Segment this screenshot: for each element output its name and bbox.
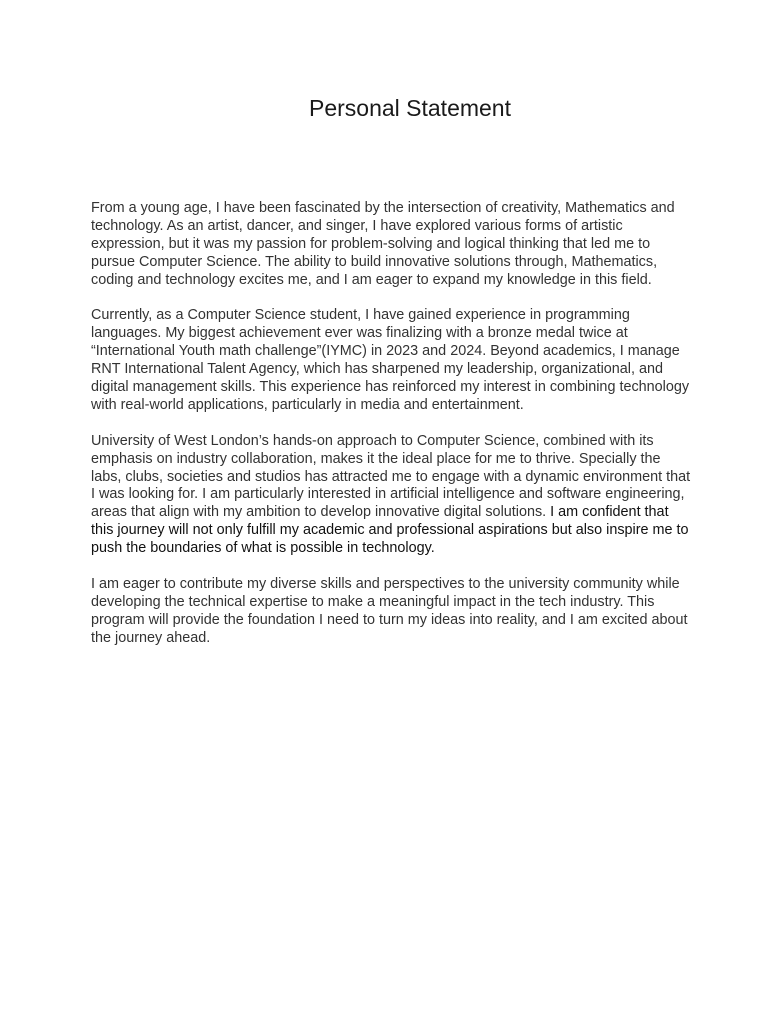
- paragraph-conclusion: [91, 576, 691, 648]
- paragraph-experience-text: Currently, as a Computer Science student, I have gained experience in programming languages. My biggest achievement ever was finalizing with a bronze medal twice at “International Youth math challenge”(IYMC) in 2023 and 2024. Beyond academics, I manage RNT International Talent Agency, which has sharpened my leadership, organizational, and digital management skills. This experience has reinforced my interest in combining technology with real-world applications, particularly in media and entertainment.: [91, 307, 690, 413]
- paragraph-intro: [91, 200, 691, 290]
- paragraph-conclusion-text: I am eager to contribute my diverse skills and perspectives to the university community while developing the technical expertise to make a meaningful impact in the tech industry. This program will provide the foundation I need to turn my ideas into reality, and I am excited about the journey ahead.: [91, 575, 688, 646]
- paragraph-university-text: University of West London’s hands-on approach to Computer Science, combined with its emphasis on industry collaboration, makes it the ideal place for me to thrive. Specially the labs, clubs, societies and studios has attracted me to engage with a dynamic environment that I was looking for. I am particularly interested in artificial intelligence and software engineering, areas that align with my ambition to develop innovative digital solutions.: [91, 432, 691, 521]
- paragraph-intro-text: From a young age, I have been fascinated by the intersection of creativity, Mathematics and technology. As an artist, dancer, and singer, I have explored various forms of artistic expression, but it was my passion for problem-solving and logical thinking that led me to pursue Computer Science. The ability to build innovative solutions through, Mathematics, coding and technology excites me, and I am eager to expand my knowledge in this field.: [91, 200, 675, 288]
- paragraph-experience: [91, 307, 691, 414]
- paragraph-university: [91, 433, 691, 558]
- paragraph-university-emphasis: I am confident that this journey will not only fulfill my academic and professional aspirations but also inspire me to push the boundaries of what is possible in technology.: [91, 504, 689, 557]
- page-title: Personal Statement: [308, 95, 511, 121]
- statement-body: [91, 200, 691, 666]
